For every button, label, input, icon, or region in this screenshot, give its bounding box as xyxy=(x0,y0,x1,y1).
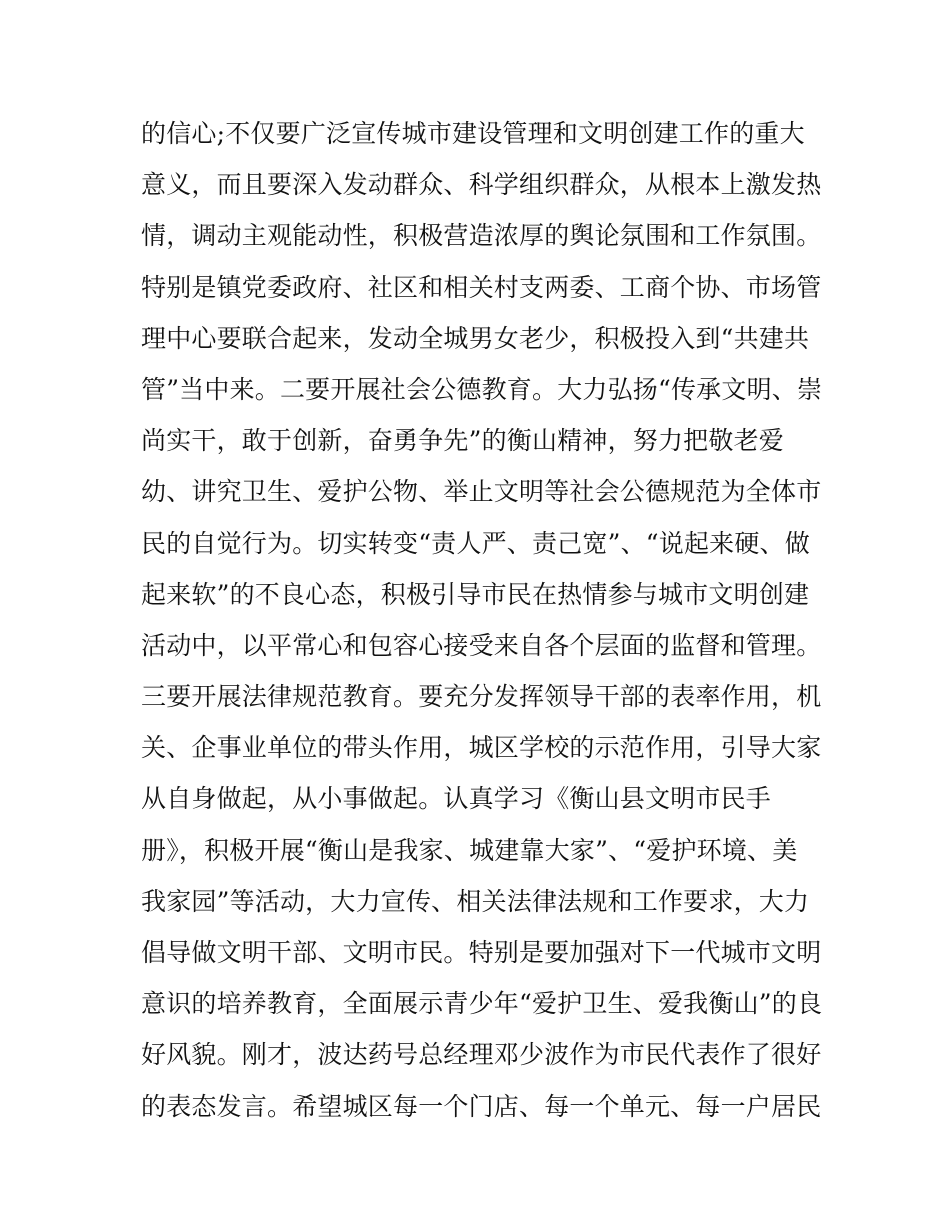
text-line: 倡导做文明干部、文明市民。特别是要加强对下一代城市文明 xyxy=(141,938,822,967)
text-line: 意识的培养教育，全面展示青少年“爱护卫生、爱我衡山”的良 xyxy=(141,989,823,1019)
text-line: 好风貌。刚才，波达药号总经理邓少波作为市民代表作了很好 xyxy=(141,1040,822,1070)
text-line: 的表态发言。希望城区每一个门店、每一个单元、每一户居民 xyxy=(141,1091,822,1121)
text-line: 幼、讲究卫生、爱护公物、举止文明等社会公德规范为全体市 xyxy=(141,477,822,507)
text-line: 从自身做起，从小事做起。认真学习《衡山县文明市民手 xyxy=(141,784,772,814)
text-line: 起来软”的不良心态，积极引导市民在热情参与城市文明创建 xyxy=(141,579,810,609)
text-line: 民的自觉行为。切实转变“责人严、责己宽”、“说起来硬、做 xyxy=(141,528,810,558)
text-line: 尚实干，敢于创新，奋勇争先”的衡山精神，努力把敬老爱 xyxy=(141,426,784,456)
text-line: 特别是镇党委政府、社区和相关村支两委、工商个协、市场管 xyxy=(141,272,822,302)
text-line: 理中心要联合起来，发动全城男女老少，积极投入到“共建共 xyxy=(141,323,810,353)
text-line: 三要开展法律规范教育。要充分发挥领导干部的表率作用，机 xyxy=(141,682,822,712)
text-line: 关、企事业单位的带头作用，城区学校的示范作用，引导大家 xyxy=(141,733,822,763)
body-text xyxy=(141,108,821,1132)
text-line: 意义，而且要深入发动群众、科学组织群众，从根本上激发热 xyxy=(141,170,822,200)
text-line: 册》，积极开展“衡山是我家、城建靠大家”、“爱护环境、美 xyxy=(141,835,798,865)
text-line: 情，调动主观能动性，积极营造浓厚的舆论氛围和工作氛围。 xyxy=(141,221,822,251)
text-line: 活动中，以平常心和包容心接受来自各个层面的监督和管理。 xyxy=(141,630,822,660)
text-line: 的信心;不仅要广泛宣传城市建设管理和文明创建工作的重大 xyxy=(141,119,805,148)
text-line: 我家园”等活动，大力宣传、相关法律法规和工作要求，大力 xyxy=(141,886,810,916)
text-line: 管”当中来。二要开展社会公德教育。大力弘扬“传承文明、崇 xyxy=(141,374,823,404)
